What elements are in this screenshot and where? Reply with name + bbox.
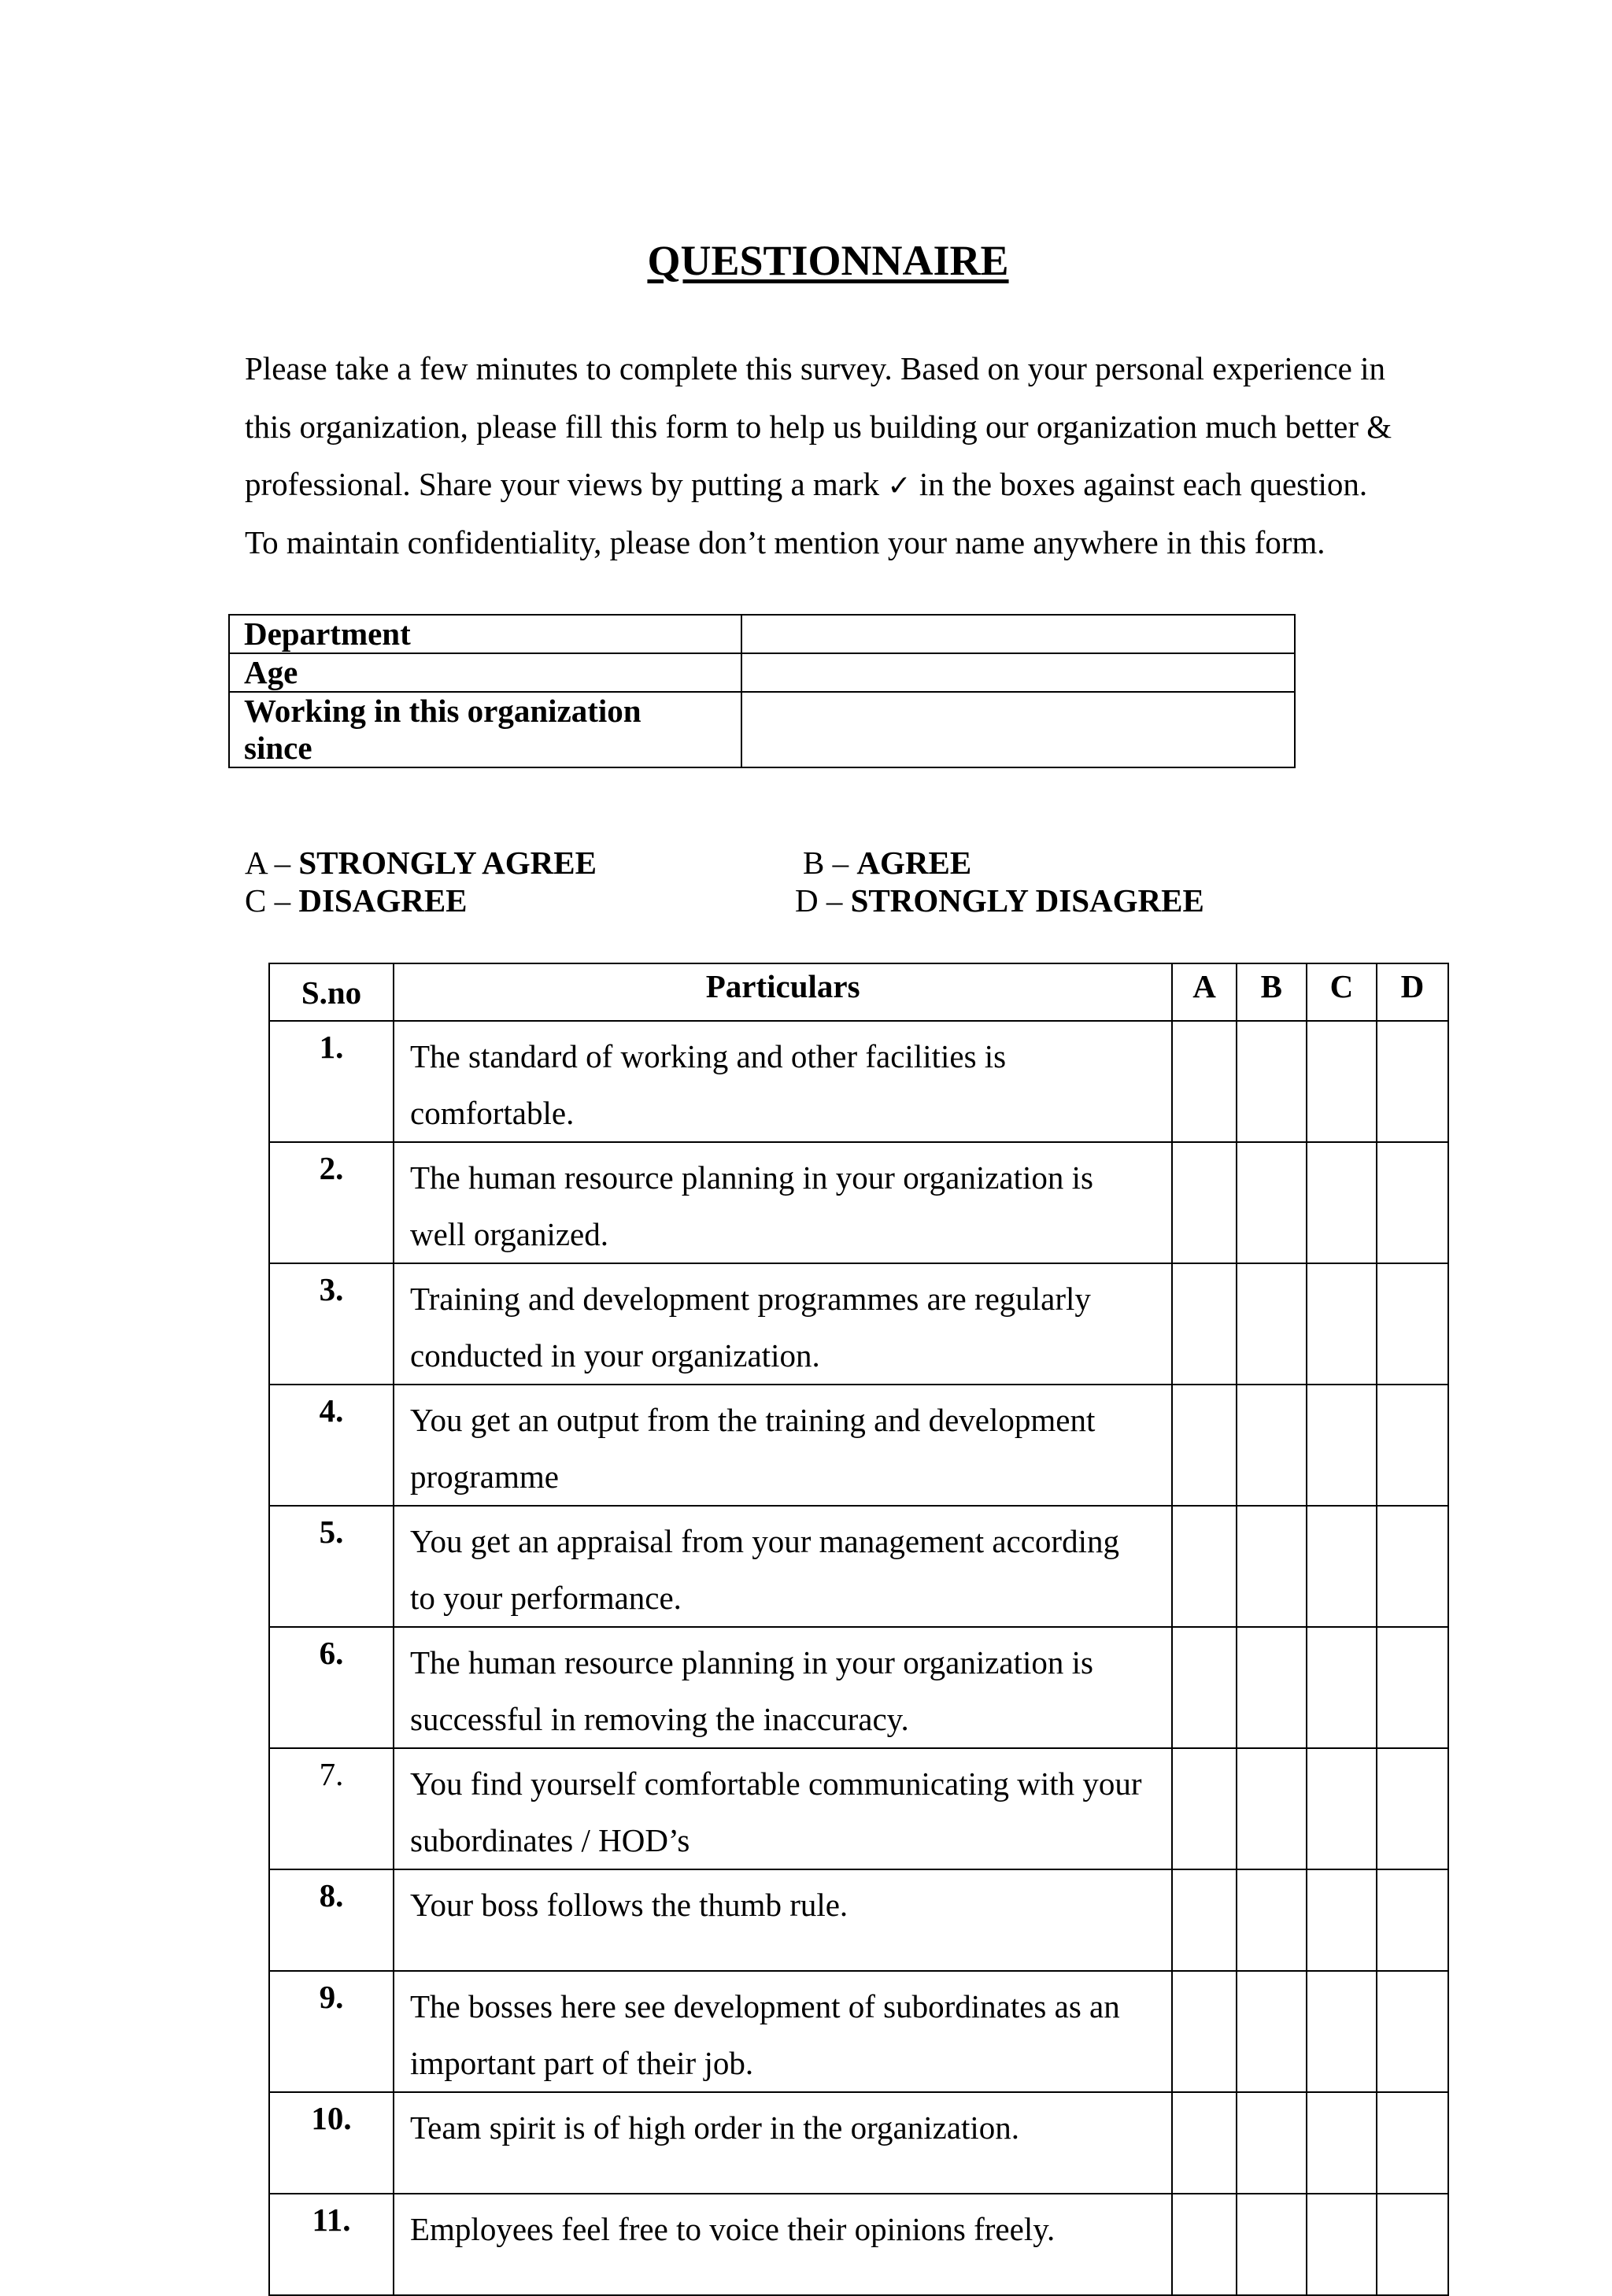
row-sno: 3.: [269, 1263, 394, 1385]
row-particular: [394, 2194, 1172, 2295]
legend-d: [795, 882, 1204, 919]
age-field[interactable]: [741, 653, 1295, 692]
legend-label: DISAGREE: [298, 882, 468, 919]
answer-box-a[interactable]: [1172, 1021, 1237, 1142]
row-particular: [394, 1748, 1172, 1869]
answer-box-d[interactable]: [1377, 1385, 1448, 1506]
department-field[interactable]: [741, 615, 1295, 653]
legend-key: B –: [803, 845, 857, 881]
answer-box-d[interactable]: [1377, 1021, 1448, 1142]
particular-line: You get an output from the training and development: [410, 1402, 1096, 1438]
working-since-field[interactable]: [741, 692, 1295, 767]
table-row: [269, 1971, 1448, 2092]
particular-line: successful in removing the inaccuracy.: [410, 1701, 909, 1737]
particular-line: conducted in your organization.: [410, 1337, 820, 1374]
answer-box-b[interactable]: [1237, 1385, 1307, 1506]
respondent-info-table: [228, 614, 1296, 768]
row-particular: [394, 1021, 1172, 1142]
particular-line: Employees feel free to voice their opinions freely.: [410, 2211, 1056, 2247]
answer-box-b[interactable]: [1237, 1142, 1307, 1263]
answer-box-d[interactable]: [1377, 1263, 1448, 1385]
particular-line: comfortable.: [410, 1095, 575, 1131]
particular-line: The human resource planning in your organization is: [410, 1159, 1093, 1196]
header-c: C: [1307, 963, 1377, 1021]
answer-box-a[interactable]: [1172, 2092, 1237, 2194]
legend-label: STRONGLY DISAGREE: [850, 882, 1204, 919]
answer-box-b[interactable]: [1237, 2194, 1307, 2295]
answer-box-c[interactable]: [1307, 1142, 1377, 1263]
particular-line: Your boss follows the thumb rule.: [410, 1887, 849, 1923]
age-label: Age: [229, 653, 741, 692]
answer-box-d[interactable]: [1377, 1142, 1448, 1263]
header-sno: S.no: [269, 963, 394, 1021]
info-row-department: [229, 615, 1295, 653]
answer-box-c[interactable]: [1307, 1385, 1377, 1506]
answer-box-d[interactable]: [1377, 2194, 1448, 2295]
row-particular: [394, 1869, 1172, 1971]
row-particular: [394, 1142, 1172, 1263]
answer-box-b[interactable]: [1237, 1021, 1307, 1142]
answer-box-c[interactable]: [1307, 1506, 1377, 1627]
answer-box-c[interactable]: [1307, 1971, 1377, 2092]
answer-box-a[interactable]: [1172, 1506, 1237, 1627]
answer-box-b[interactable]: [1237, 1627, 1307, 1748]
table-row: [269, 1627, 1448, 1748]
row-sno: 8.: [269, 1869, 394, 1971]
answer-box-b[interactable]: [1237, 1971, 1307, 2092]
survey-header-row: [269, 963, 1448, 1021]
answer-box-d[interactable]: [1377, 1869, 1448, 1971]
row-particular: [394, 1263, 1172, 1385]
working-since-label: [229, 692, 741, 767]
row-sno: 7.: [269, 1748, 394, 1869]
answer-box-c[interactable]: [1307, 1869, 1377, 1971]
answer-box-b[interactable]: [1237, 1748, 1307, 1869]
answer-box-d[interactable]: [1377, 1627, 1448, 1748]
legend-label: AGREE: [856, 845, 972, 881]
table-row: [269, 1506, 1448, 1627]
particular-line: Team spirit is of high order in the organization.: [410, 2109, 1020, 2146]
particular-line: You get an appraisal from your management according: [410, 1523, 1119, 1559]
row-sno: 9.: [269, 1971, 394, 2092]
answer-box-b[interactable]: [1237, 1869, 1307, 1971]
answer-box-d[interactable]: [1377, 2092, 1448, 2194]
table-row: [269, 1869, 1448, 1971]
particular-line: programme: [410, 1459, 559, 1495]
survey-table: [268, 963, 1449, 2296]
department-label: Department: [229, 615, 741, 653]
answer-box-c[interactable]: [1307, 2194, 1377, 2295]
header-d: D: [1377, 963, 1448, 1021]
row-particular: [394, 1506, 1172, 1627]
answer-box-a[interactable]: [1172, 1627, 1237, 1748]
legend-key: A –: [245, 845, 299, 881]
legend-a: [245, 844, 597, 882]
header-b: B: [1237, 963, 1307, 1021]
legend-c: [245, 882, 468, 919]
particular-line: The human resource planning in your organization is: [410, 1644, 1093, 1680]
intro-line: To maintain confidentiality, please don’t mention your name anywhere in this form.: [245, 523, 1325, 560]
table-row: [269, 1748, 1448, 1869]
intro-paragraph: [245, 340, 1473, 571]
particular-line: Training and development programmes are regularly: [410, 1281, 1091, 1317]
particular-line: to your performance.: [410, 1580, 682, 1616]
particular-line: important part of their job.: [410, 2045, 754, 2081]
row-sno: 2.: [269, 1142, 394, 1263]
answer-box-a[interactable]: [1172, 1869, 1237, 1971]
answer-box-a[interactable]: [1172, 1263, 1237, 1385]
legend-key: D –: [795, 882, 851, 919]
answer-box-a[interactable]: [1172, 1971, 1237, 2092]
answer-box-b[interactable]: [1237, 1506, 1307, 1627]
row-sno: 5.: [269, 1506, 394, 1627]
table-row: [269, 1263, 1448, 1385]
answer-box-a[interactable]: [1172, 1748, 1237, 1869]
row-particular: [394, 1385, 1172, 1506]
header-a: A: [1172, 963, 1237, 1021]
row-particular: [394, 1627, 1172, 1748]
table-row: [269, 1142, 1448, 1263]
particular-line: well organized.: [410, 1216, 608, 1252]
answer-box-a[interactable]: [1172, 1142, 1237, 1263]
intro-line: Please take a few minutes to complete this survey. Based on your personal experience in: [245, 350, 1385, 386]
table-row: [269, 1021, 1448, 1142]
check-mark-icon: ✓: [887, 470, 911, 502]
particular-line: You find yourself comfortable communicating with your: [410, 1765, 1142, 1802]
header-particulars: Particulars: [394, 963, 1172, 1021]
answer-box-d[interactable]: [1377, 1971, 1448, 2092]
answer-box-c[interactable]: [1307, 1627, 1377, 1748]
working-since-label-line: since: [244, 730, 312, 766]
legend-b: [803, 844, 971, 882]
row-particular: [394, 1971, 1172, 2092]
answer-box-b[interactable]: [1237, 1263, 1307, 1385]
intro-text: professional. Share your views by putting a mark: [245, 466, 880, 502]
intro-line: [245, 456, 1473, 514]
legend-label: STRONGLY AGREE: [298, 845, 597, 881]
table-row: [269, 2194, 1448, 2295]
row-sno: 6.: [269, 1627, 394, 1748]
row-sno: 10.: [269, 2092, 394, 2194]
table-row: [269, 2092, 1448, 2194]
info-row-age: [229, 653, 1295, 692]
answer-box-d[interactable]: [1377, 1748, 1448, 1869]
answer-box-c[interactable]: [1307, 1021, 1377, 1142]
table-row: [269, 1385, 1448, 1506]
intro-line: this organization, please fill this form to help us building our organization much better &: [245, 408, 1392, 445]
particular-line: The standard of working and other facilities is: [410, 1038, 1007, 1074]
intro-text: in the boxes against each question.: [919, 466, 1368, 502]
working-since-label-line: Working in this organization: [244, 693, 641, 729]
answer-box-a[interactable]: [1172, 1385, 1237, 1506]
answer-box-c[interactable]: [1307, 2092, 1377, 2194]
answer-box-a[interactable]: [1172, 2194, 1237, 2295]
legend-key: C –: [245, 882, 299, 919]
row-particular: [394, 2092, 1172, 2194]
answer-box-c[interactable]: [1307, 1263, 1377, 1385]
row-sno: 11.: [269, 2194, 394, 2295]
particular-line: The bosses here see development of subordinates as an: [410, 1988, 1120, 2024]
answer-box-c[interactable]: [1307, 1748, 1377, 1869]
answer-box-b[interactable]: [1237, 2092, 1307, 2194]
answer-box-d[interactable]: [1377, 1506, 1448, 1627]
row-sno: 1.: [269, 1021, 394, 1142]
particular-line: subordinates / HOD’s: [410, 1822, 690, 1858]
info-row-working-since: [229, 692, 1295, 767]
page-title: QUESTIONNAIRE: [647, 237, 1009, 284]
row-sno: 4.: [269, 1385, 394, 1506]
